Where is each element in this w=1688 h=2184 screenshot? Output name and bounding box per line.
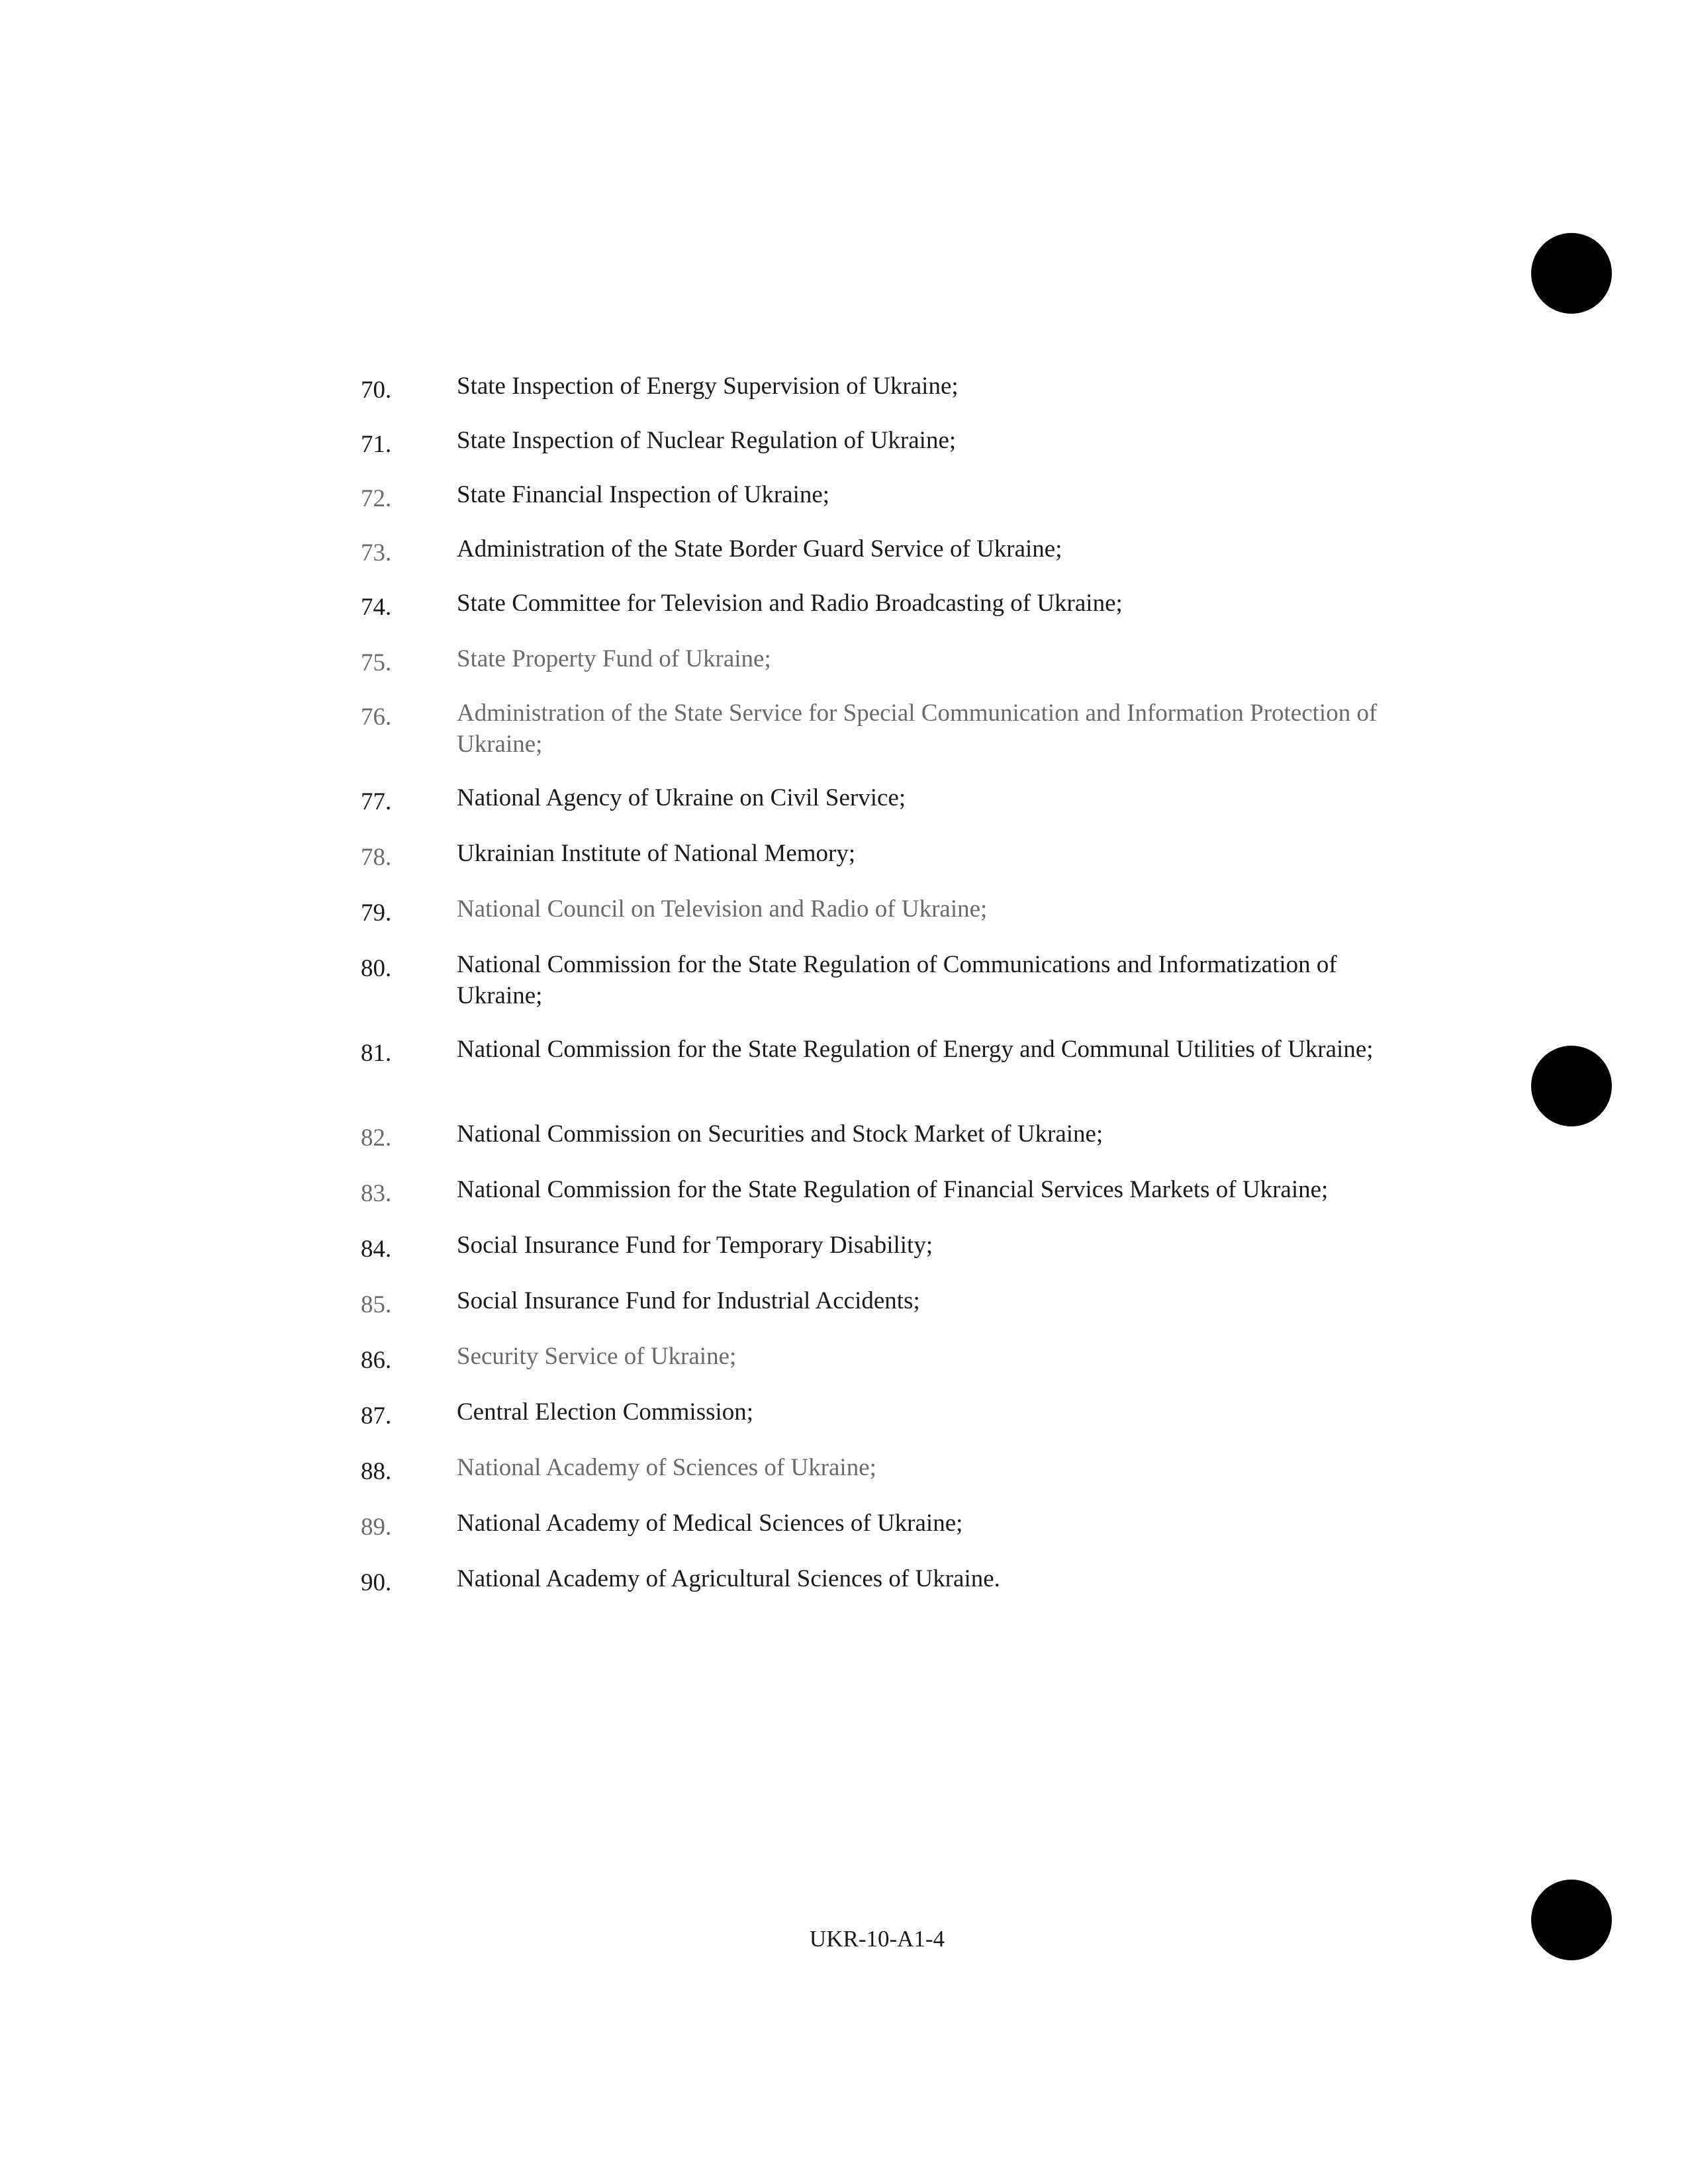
item-text: National Commission for the State Regulation of Financial Services Markets of Ukraine; (457, 1176, 1329, 1203)
item-text: Central Election Commission; (457, 1398, 754, 1426)
item-number: 71. (361, 431, 392, 458)
item-text: State Inspection of Energy Supervision of Ukraine; (457, 373, 959, 400)
item-number: 84. (361, 1236, 392, 1263)
item-number: 87. (361, 1402, 392, 1430)
item-number: 79. (361, 899, 392, 927)
item-number: 77. (361, 788, 392, 815)
item-text: National Agency of Ukraine on Civil Service; (457, 784, 906, 811)
item-number: 89. (361, 1514, 392, 1541)
item-text: State Property Fund of Ukraine; (457, 645, 771, 672)
item-number: 75. (361, 649, 392, 676)
punch-hole-top (1531, 233, 1612, 314)
item-number: 76. (361, 704, 392, 731)
item-number: 82. (361, 1124, 392, 1152)
item-text: National Academy of Medical Sciences of Ukraine; (457, 1510, 963, 1537)
item-text: Administration of the State Border Guard Service of Ukraine; (457, 535, 1062, 563)
item-number: 70. (361, 377, 392, 404)
item-number: 86. (361, 1347, 392, 1374)
page-footer-id: UKR-10-A1-4 (809, 1926, 945, 1952)
item-number: 88. (361, 1458, 392, 1485)
item-number: 72. (361, 485, 392, 512)
item-text: State Inspection of Nuclear Regulation of Ukraine; (457, 427, 957, 454)
item-text: Social Insurance Fund for Temporary Disability; (457, 1232, 933, 1259)
item-number: 83. (361, 1180, 392, 1207)
item-text: National Commission on Securities and Stock Market of Ukraine; (457, 1120, 1103, 1148)
item-text: National Academy of Sciences of Ukraine; (457, 1454, 876, 1481)
item-number: 78. (361, 844, 392, 871)
item-text: Security Service of Ukraine; (457, 1343, 737, 1370)
item-number: 81. (361, 1040, 392, 1067)
item-text: Administration of the State Service for Special Communication and Information Protection of Ukraine; (457, 700, 1378, 758)
item-text: National Academy of Agricultural Sciences of Ukraine. (457, 1565, 1000, 1592)
punch-hole-bottom (1531, 1880, 1612, 1960)
item-text: State Committee for Television and Radio Broadcasting of Ukraine; (457, 590, 1123, 617)
item-text: State Financial Inspection of Ukraine; (457, 481, 830, 508)
punch-hole-middle (1531, 1046, 1612, 1126)
item-number: 80. (361, 955, 392, 982)
item-text: National Commission for the State Regulation of Communications and Informatization of Ukraine; (457, 951, 1337, 1009)
item-text: Social Insurance Fund for Industrial Accidents; (457, 1287, 920, 1314)
item-number: 74. (361, 594, 392, 621)
item-text: National Commission for the State Regulation of Energy and Communal Utilities of Ukraine; (457, 1036, 1374, 1063)
item-number: 85. (361, 1291, 392, 1318)
item-text: Ukrainian Institute of National Memory; (457, 840, 856, 867)
item-number: 90. (361, 1569, 392, 1596)
item-number: 73. (361, 539, 392, 567)
item-text: National Council on Television and Radio of Ukraine; (457, 895, 988, 923)
